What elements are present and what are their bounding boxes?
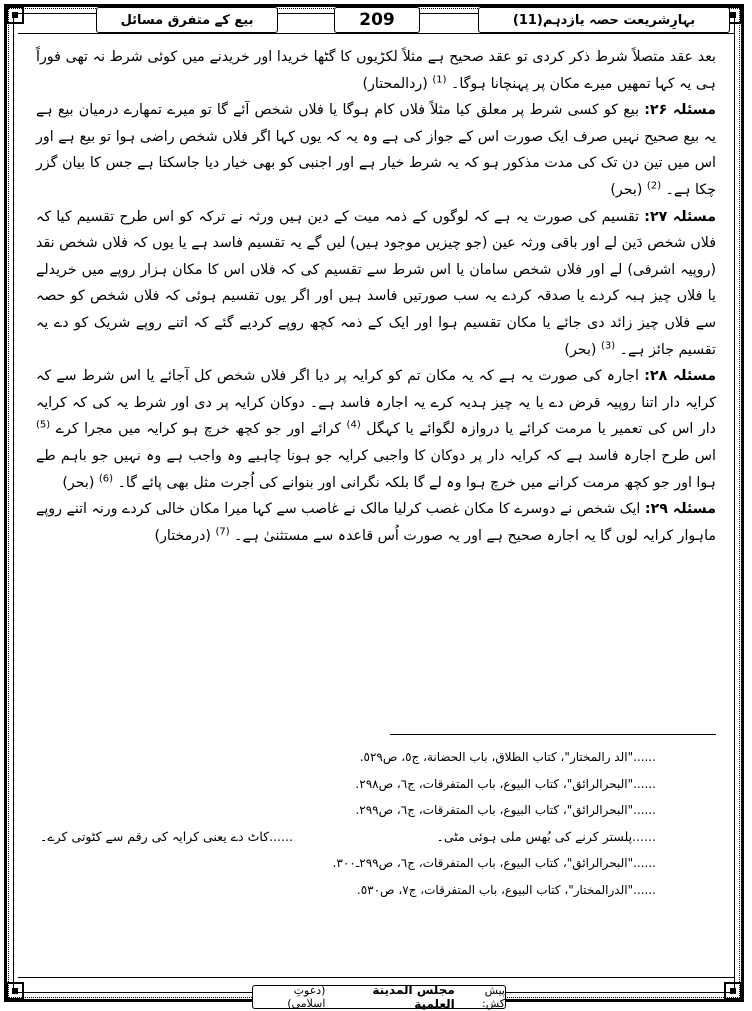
paragraph	[36, 204, 716, 364]
footnote: ......"البحرالرائق"، کتاب البیوع، باب المتفرقات، ج٦، ص٢٩٩ـ٣٠٠.	[332, 856, 656, 870]
source-citation: (ردالمحتار)	[362, 75, 428, 92]
masala-label: مسئلہ ۲۷:	[644, 208, 717, 225]
header-rule	[18, 33, 734, 34]
paragraph	[36, 44, 716, 97]
footnote-ref: (2)	[646, 180, 662, 192]
book-title: بہارِشریعت حصہ یازدہم(11)	[478, 7, 730, 33]
publisher-footer	[252, 985, 506, 1009]
masala-label: مسئلہ ۲۶:	[644, 102, 716, 119]
corner-ornament-icon	[4, 980, 26, 1002]
footnote-ref: (5)	[36, 419, 51, 431]
page-number: 209	[334, 7, 420, 33]
paragraph-text: ایک شخص نے دوسرے کا مکان غصب کرلیا مالک نے غاصب سے کہا میرا مکان خالی کردے ورنہ اتنے روپے ماہوار کرایہ لوں گا یہ اجارہ صحیح ہے اور یہ صورت اُس قاعدہ سے مستثنیٰ ہے۔	[36, 501, 716, 544]
corner-ornament-icon	[722, 980, 744, 1002]
footnote: ......"الد رالمختار"، کتاب الطلاق، باب الحضانة، ج٥، ص٥٢٩.	[359, 750, 656, 764]
paragraph-text: تقسیم کی صورت یہ ہے کہ لوگوں کے ذمہ میت کے دین ہیں ورثہ نے ترکہ کو اس طرح تقسیم کیا کہ فلاں شخص دَین لے اور باقی ورثہ عین (جو چیزیں موجود ہیں) لیں گے یہ تقسیم فاسد ہے یا یوں کہ فلاں شخص نقد (روپیہ اشرفی) لے اور فلاں شخص سامان یا اس شرط سے تقسیم کی کہ فلاں اس کا مکان ہزار روپے میں خریدلے یا فلاں چیز ہبہ کردے یا صدقہ کردے یہ سب صورتیں فاسد ہیں اور اگر یوں تقسیم ہوئی کہ فلاں شخص کو حصہ سے فلاں چیز زائد دی جائے یا مکان تقسیم ہوا اور ایک کے ذمہ کچھ روپے کردیے گئے کہ اتنے روپے شریک کو دے یہ تقسیم جائز ہے۔	[36, 208, 716, 358]
footnote: ......پلستر کرنے کی بُھس ملی ہوئی مٹی۔	[436, 828, 656, 844]
source-citation: (بحر)	[610, 181, 643, 198]
paragraph	[36, 363, 716, 496]
source-citation: (بحر)	[62, 474, 95, 491]
footnote-ref: (3)	[600, 339, 616, 351]
corner-ornament-icon	[4, 4, 26, 26]
footnote-ref: (4)	[346, 419, 361, 431]
footnote-ref: (1)	[432, 73, 447, 85]
footer-rule	[18, 977, 734, 978]
footnote: ......کاٹ دے یعنی کرایہ کی رقم سے کٹوتی کرے۔	[40, 828, 293, 844]
paragraph	[36, 496, 716, 549]
footnote-ref: (6)	[98, 472, 114, 484]
paragraph-text: بیع کو کسی شرط پر معلق کیا مثلاً فلاں کام ہوگا یا فلاں شخص آئے گا تو میرے تمھارے درمیان بیع ہے یہ بیع صحیح نہیں صرف ایک صورت اس کے جواز کی ہے وہ یہ کہ یوں کہا اگر فلاں شخص راضی ہوا تو بیع ہے اور اس میں تین دن تک کی مدت مذکور ہو کہ یہ شرط خیار ہے اور اجنبی کو بھی خیار دیا جاسکتا ہے جس کا بیان گزر چکا ہے۔	[36, 102, 716, 198]
chapter-title: بیع کے متفرق مسائل	[96, 7, 278, 33]
masala-label: مسئلہ ۲۸:	[644, 368, 716, 385]
footnote-separator	[390, 734, 716, 735]
footnote: ......"البحرالرائق"، کتاب البیوع، باب المتفرقات، ج٦، ص٢٩٩.	[355, 803, 656, 817]
paragraph-text: کرائے اور جو کچھ خرچ ہو کرایہ میں مجرا کرے	[55, 421, 342, 438]
publisher-name: مجلس المدينة العلمية	[372, 983, 455, 1011]
main-text	[36, 44, 716, 549]
footer-prefix: پیش کش:	[482, 984, 505, 1010]
footnote-ref: (7)	[215, 525, 230, 537]
paragraph	[36, 97, 716, 203]
footnote: ......"البحرالرائق"، کتاب البیوع، باب المتفرقات، ج٦، ص٢٩٨.	[355, 776, 656, 791]
footnote-pair	[40, 824, 716, 851]
masala-label: مسئلہ ۲۹:	[644, 501, 716, 518]
paragraph-text: اجارہ کی صورت یہ ہے کہ یہ مکان تم کو کرایہ پر دیا اگر فلاں شخص کل آجائے یا اس شرط سے کہ کرایہ دار اتنا روپیہ قرض دے یا یہ چیز ہدیہ کرے یہ اجارہ فاسد ہے۔ دوکان کرایہ پر دی اور شرط یہ کی کہ کرایہ دار اس کی تعمیر یا مرمت کرائے یا دروازہ لگوائے یا کہگل	[36, 368, 716, 438]
footer-suffix: (دعوتِ اسلامی)	[287, 984, 326, 1010]
paragraph-text: اس طرح اجارہ فاسد ہے کہ کرایہ دار پر دوکان کا واجبی کرایہ جو ہونا چاہیے وہ واجب ہے وہ نہیں جو باہم طے ہوا اور جو کچھ مرمت کرانے میں خرچ ہوا وہ لے گا بلکہ نگرانی اور بنوانے کی اُجرت مثل بھی پائے گا۔	[36, 447, 716, 491]
paragraph-text: بعد عقد متصلاً شرط ذکر کردی تو عقد صحیح ہے مثلاً لکڑیوں کا گٹھا خریدا اور خریدنے میں کوئی شرط نہ تھی فوراً ہی یہ کہا تمھیں میرے مکان پر پہنچانا ہوگا۔	[36, 49, 716, 92]
source-citation: (درمختار)	[154, 527, 211, 544]
footnotes	[40, 744, 716, 903]
footnote: ......"الدرالمختار"، کتاب البیوع، باب المتفرقات، ج٧، ص٥٣٠.	[356, 882, 656, 897]
source-citation: (بحر)	[564, 341, 597, 358]
